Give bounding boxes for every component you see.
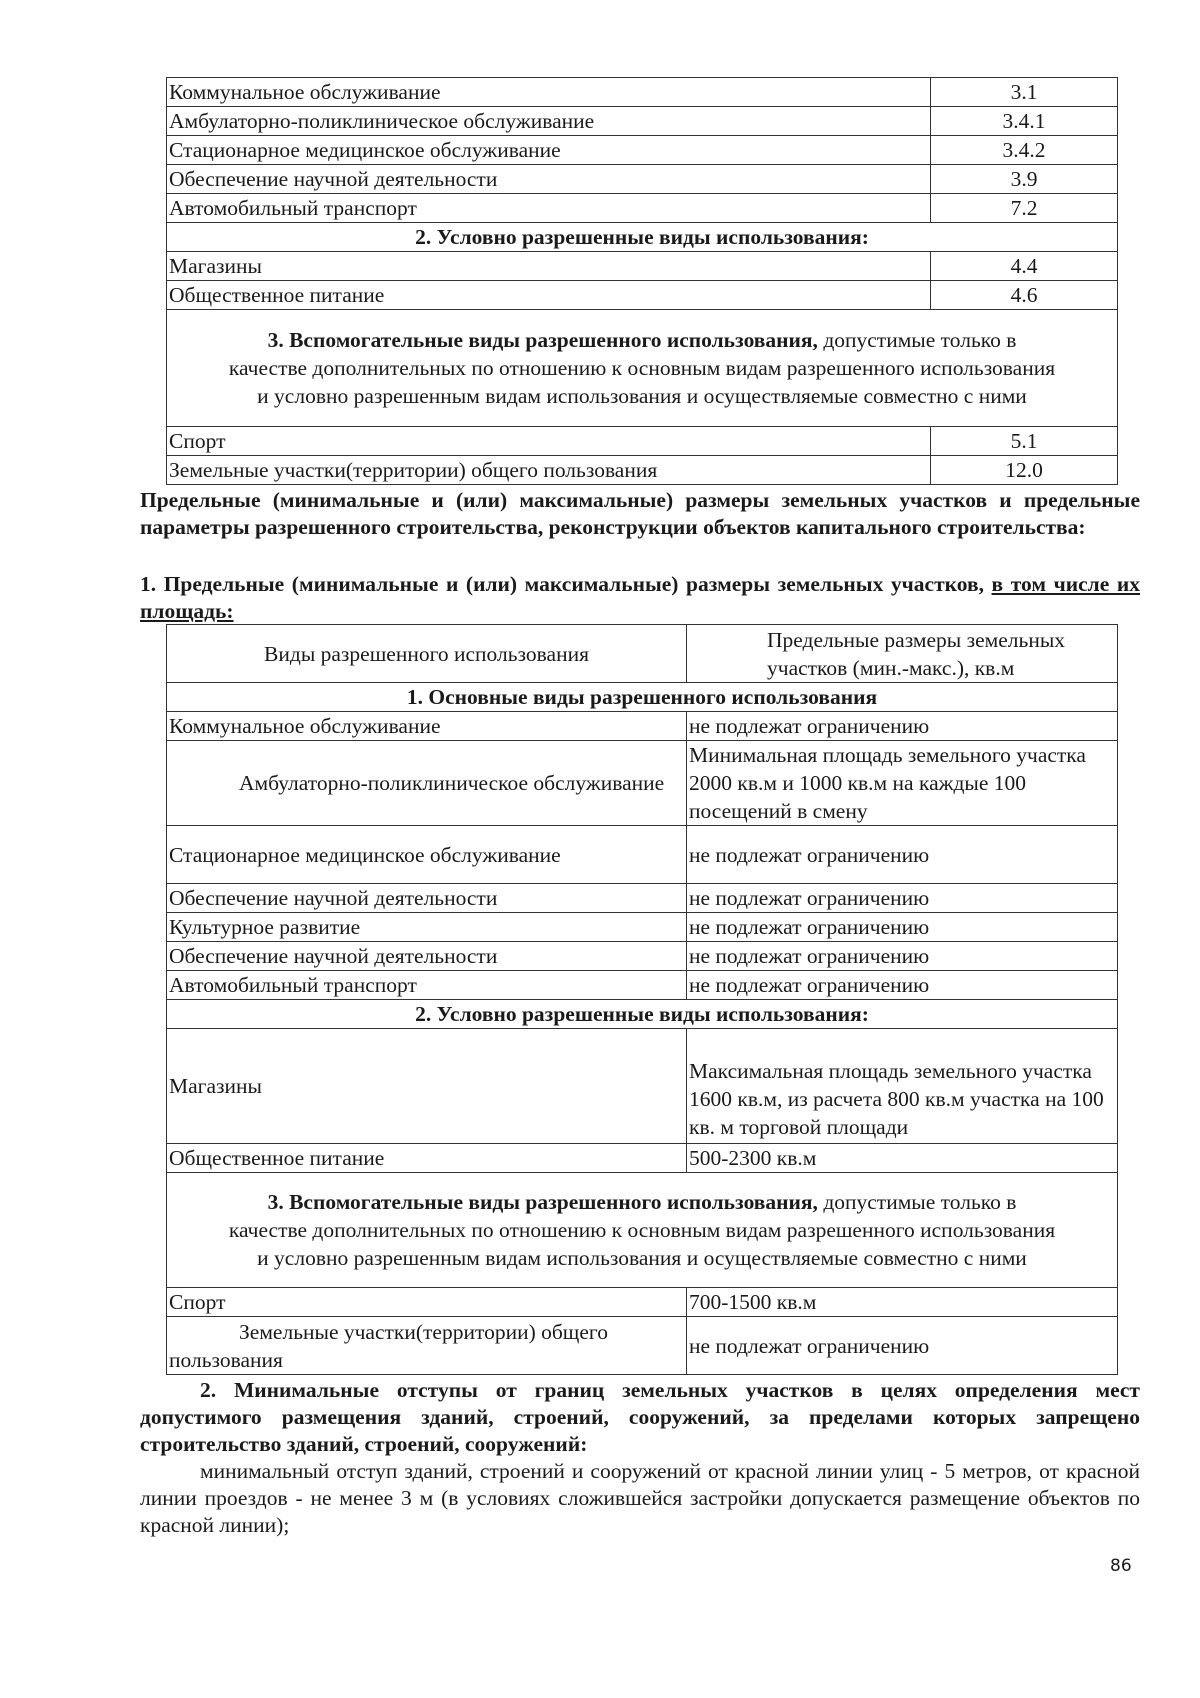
size-limit: 500-2300 кв.м (687, 1144, 1118, 1173)
size-limit: Минимальная площадь земельного участка 2000 кв.м и 1000 кв.м на каждые 100 посещений в смену (687, 741, 1118, 826)
heading-plot-sizes (140, 571, 1140, 625)
table-row (167, 107, 1118, 136)
use-name: Автомобильный транспорт (167, 194, 931, 223)
size-limit: не подлежат ограничению (687, 971, 1118, 1000)
section-text: качестве дополнительных по отношению к основным видам разрешенного использования (228, 356, 1056, 380)
table-row (167, 194, 1118, 223)
header-row (167, 625, 1118, 683)
use-name: Магазины (167, 1029, 687, 1144)
section-row (167, 223, 1118, 252)
use-name: Земельные участки(территории) общего пользования (167, 456, 931, 485)
size-limit: 700-1500 кв.м (687, 1288, 1118, 1317)
auxiliary-uses-heading (167, 310, 1118, 427)
table-row (167, 884, 1118, 913)
use-name: Культурное развитие (167, 913, 687, 942)
use-name: Коммунальное обслуживание (167, 78, 931, 107)
table-row (167, 826, 1118, 884)
size-limit: не подлежат ограничению (687, 712, 1118, 741)
table-row (167, 942, 1118, 971)
use-code: 3.1 (931, 78, 1118, 107)
setbacks-heading: 2. Минимальные отступы от границ земельных участков в целях определения мест допустимого размещения зданий, строений, сооружений, за пределами которых запрещено строительство зданий, строений, сооружений: (140, 1378, 1140, 1456)
size-limit: не подлежат ограничению (687, 1317, 1118, 1375)
setbacks-paragraph: минимальный отступ зданий, строений и сооружений от красной линии улиц - 5 метров, от красной линии проездов - не менее 3 м (в условиях сложившейся застройки допускается размещение объектов по красной линии); (140, 1459, 1140, 1537)
use-name: Магазины (167, 252, 931, 281)
use-name: Общественное питание (167, 281, 931, 310)
section-title: 3. Вспомогательные виды разрешенного использования, (267, 1190, 818, 1214)
table-row (167, 252, 1118, 281)
use-name: Амбулаторно-поликлиническое обслуживание (167, 741, 687, 826)
use-code: 3.9 (931, 165, 1118, 194)
use-name: Спорт (167, 427, 931, 456)
table-row (167, 741, 1118, 826)
table-row (167, 78, 1118, 107)
use-code: 4.6 (931, 281, 1118, 310)
use-name: Спорт (167, 1288, 687, 1317)
table-row (167, 456, 1118, 485)
use-name: Автомобильный транспорт (167, 971, 687, 1000)
permitted-uses-table (166, 77, 1118, 485)
column-header: Виды разрешенного использования (167, 625, 687, 683)
section-text: качестве дополнительных по отношению к основным видам разрешенного использования (228, 1218, 1056, 1242)
page-number: 86 (1110, 1556, 1132, 1576)
size-limit: не подлежат ограничению (687, 884, 1118, 913)
limits-heading: Предельные (минимальные и (или) максимальные) размеры земельных участков и предельные параметры разрешенного строительства, реконструкции объектов капитального строительства: (140, 488, 1140, 539)
table-row (167, 281, 1118, 310)
use-name: Стационарное медицинское обслуживание (167, 826, 687, 884)
table-row (167, 1288, 1118, 1317)
section-heading: 1. Основные виды разрешенного использования (167, 683, 1118, 712)
use-code: 3.4.1 (931, 107, 1118, 136)
use-name: Обеспечение научной деятельности (167, 884, 687, 913)
use-name: Земельные участки(территории) общего пользования (167, 1317, 687, 1375)
section-row (167, 1173, 1118, 1288)
table-row (167, 971, 1118, 1000)
heading-text: 1. Предельные (минимальные и (или) максимальные) размеры земельных участков, (140, 572, 984, 596)
use-code: 4.4 (931, 252, 1118, 281)
use-code: 12.0 (931, 456, 1118, 485)
size-limit: не подлежат ограничению (687, 913, 1118, 942)
section-row (167, 683, 1118, 712)
use-code: 5.1 (931, 427, 1118, 456)
section-title: 3. Вспомогательные виды разрешенного использования, (267, 328, 818, 352)
section-heading: 2. Условно разрешенные виды использования: (167, 1000, 1118, 1029)
use-code: 3.4.2 (931, 136, 1118, 165)
use-name: Амбулаторно-поликлиническое обслуживание (167, 107, 931, 136)
use-name: Обеспечение научной деятельности (167, 165, 931, 194)
table-row (167, 1317, 1118, 1375)
size-limit: Максимальная площадь земельного участка 1600 кв.м, из расчета 800 кв.м участка на 100 кв. м торговой площади (687, 1029, 1118, 1144)
plot-size-table (166, 624, 1118, 1375)
use-name: Стационарное медицинское обслуживание (167, 136, 931, 165)
use-code: 7.2 (931, 194, 1118, 223)
table-row (167, 1144, 1118, 1173)
use-name: Общественное питание (167, 1144, 687, 1173)
size-limit: не подлежат ограничению (687, 942, 1118, 971)
section-text: допустимые только в (817, 328, 1017, 352)
section-text: и условно разрешенным видам использования и осуществляемые совместно с ними (257, 384, 1027, 408)
section-text: допустимые только в (817, 1190, 1017, 1214)
table-row (167, 136, 1118, 165)
section-row (167, 310, 1118, 427)
heading-underlined: в том числе их площадь: (140, 572, 1140, 623)
section-heading: 2. Условно разрешенные виды использования: (167, 223, 1118, 252)
table-row (167, 913, 1118, 942)
table-row (167, 427, 1118, 456)
table-row (167, 165, 1118, 194)
section-row (167, 1000, 1118, 1029)
use-name: Коммунальное обслуживание (167, 712, 687, 741)
section-text: и условно разрешенным видам использования и осуществляемые совместно с ними (257, 1246, 1027, 1270)
column-header: Предельные размеры земельных участков (мин.-макс.), кв.м (687, 625, 1118, 683)
use-name: Обеспечение научной деятельности (167, 942, 687, 971)
table-row (167, 1029, 1118, 1144)
size-limit: не подлежат ограничению (687, 826, 1118, 884)
table-row (167, 712, 1118, 741)
auxiliary-uses-heading (167, 1173, 1118, 1288)
